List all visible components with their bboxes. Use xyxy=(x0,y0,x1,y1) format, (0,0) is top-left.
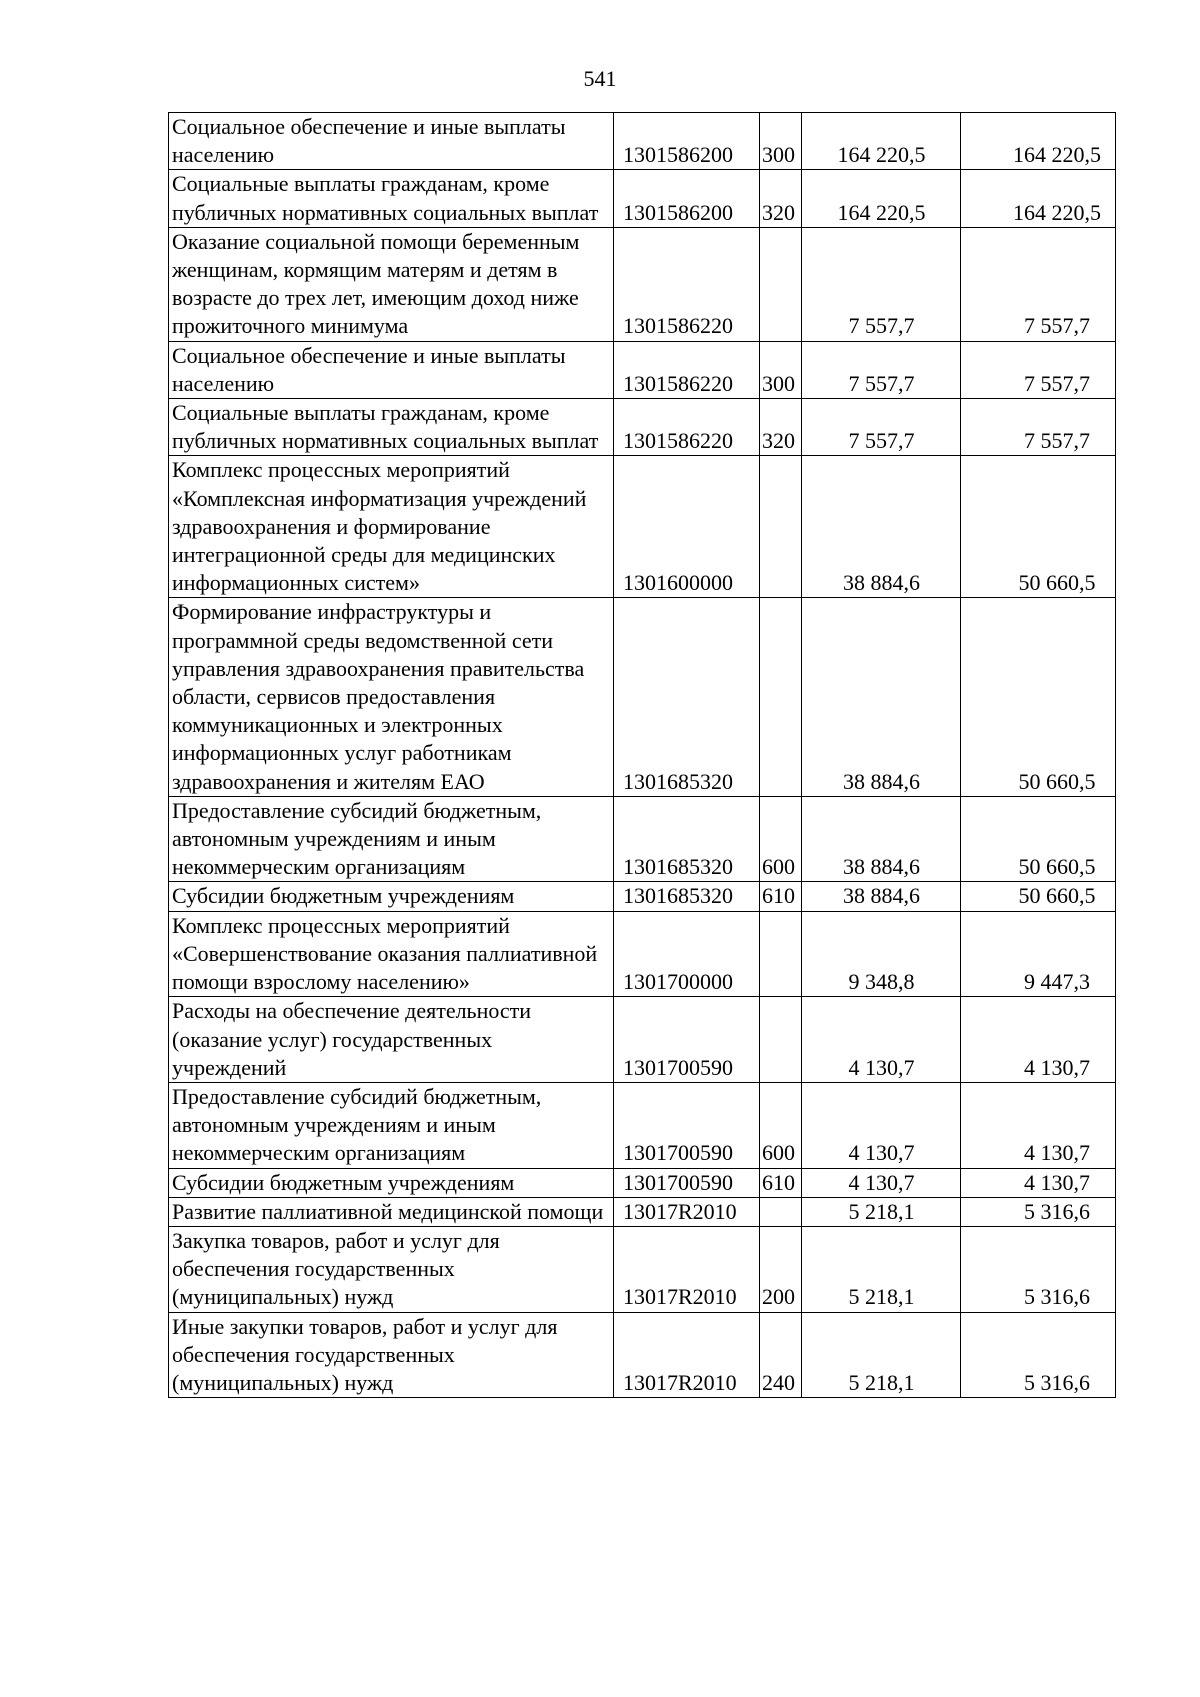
row-expense-type-cell: 240 xyxy=(760,1312,802,1398)
page-number: 541 xyxy=(583,66,617,91)
row-target-code-cell: 1301600000 xyxy=(614,456,760,598)
row-amount-year2-cell: 50 660,5 xyxy=(961,882,1116,911)
row-amount-year1-cell: 5 218,1 xyxy=(802,1312,961,1398)
row-expense-type-cell: 320 xyxy=(760,399,802,456)
row-amount-year2-cell: 50 660,5 xyxy=(961,598,1116,796)
table-row xyxy=(169,1168,1116,1197)
row-name-cell: Социальные выплаты гражданам, кроме публичных нормативных социальных выплат xyxy=(169,399,614,456)
table-row xyxy=(169,456,1116,598)
row-target-code-cell: 1301586220 xyxy=(614,341,760,398)
table-row xyxy=(169,796,1116,882)
row-name-cell: Предоставление субсидий бюджетным, автономным учреждениям и иным некоммерческим организациям xyxy=(169,796,614,882)
row-expense-type-cell: 300 xyxy=(760,113,802,170)
row-amount-year2-cell: 164 220,5 xyxy=(961,170,1116,227)
row-amount-year1-cell: 38 884,6 xyxy=(802,882,961,911)
row-expense-type-cell xyxy=(760,911,802,997)
row-target-code-cell: 13017R2010 xyxy=(614,1226,760,1312)
row-target-code-cell: 1301700590 xyxy=(614,1082,760,1168)
row-target-code-cell: 1301700000 xyxy=(614,911,760,997)
table-row xyxy=(169,399,1116,456)
row-amount-year1-cell: 4 130,7 xyxy=(802,1168,961,1197)
budget-table-body xyxy=(169,113,1116,1398)
row-name-cell: Предоставление субсидий бюджетным, автономным учреждениям и иным некоммерческим организациям xyxy=(169,1082,614,1168)
row-name-cell: Развитие паллиативной медицинской помощи xyxy=(169,1197,614,1226)
row-amount-year2-cell: 7 557,7 xyxy=(961,227,1116,341)
table-row xyxy=(169,227,1116,341)
row-amount-year1-cell: 4 130,7 xyxy=(802,1082,961,1168)
row-amount-year1-cell: 7 557,7 xyxy=(802,227,961,341)
row-target-code-cell: 1301685320 xyxy=(614,598,760,796)
row-target-code-cell: 1301685320 xyxy=(614,882,760,911)
row-amount-year2-cell: 50 660,5 xyxy=(961,796,1116,882)
row-amount-year2-cell: 164 220,5 xyxy=(961,113,1116,170)
table-row xyxy=(169,997,1116,1083)
row-amount-year1-cell: 38 884,6 xyxy=(802,598,961,796)
row-amount-year2-cell: 4 130,7 xyxy=(961,1168,1116,1197)
row-target-code-cell: 1301586220 xyxy=(614,399,760,456)
table-row xyxy=(169,1197,1116,1226)
row-target-code-cell: 13017R2010 xyxy=(614,1197,760,1226)
row-amount-year2-cell: 4 130,7 xyxy=(961,997,1116,1083)
row-name-cell: Закупка товаров, работ и услуг для обеспечения государственных (муниципальных) нужд xyxy=(169,1226,614,1312)
table-row xyxy=(169,113,1116,170)
row-expense-type-cell xyxy=(760,997,802,1083)
row-amount-year1-cell: 5 218,1 xyxy=(802,1197,961,1226)
row-amount-year1-cell: 7 557,7 xyxy=(802,341,961,398)
row-name-cell: Субсидии бюджетным учреждениям xyxy=(169,1168,614,1197)
row-name-cell: Иные закупки товаров, работ и услуг для обеспечения государственных (муниципальных) нужд xyxy=(169,1312,614,1398)
row-amount-year2-cell: 5 316,6 xyxy=(961,1312,1116,1398)
row-amount-year2-cell: 4 130,7 xyxy=(961,1082,1116,1168)
row-target-code-cell: 13017R2010 xyxy=(614,1312,760,1398)
row-expense-type-cell: 300 xyxy=(760,341,802,398)
row-name-cell: Субсидии бюджетным учреждениям xyxy=(169,882,614,911)
row-target-code-cell: 1301586200 xyxy=(614,113,760,170)
row-name-cell: Формирование инфраструктуры и программной среды ведомственной сети управления здравоохранения правительства области, сервисов предоставления коммуникационных и электронных информационных услуг работникам здравоохранения и жителям ЕАО xyxy=(169,598,614,796)
table-row xyxy=(169,1082,1116,1168)
row-amount-year2-cell: 7 557,7 xyxy=(961,341,1116,398)
row-amount-year1-cell: 164 220,5 xyxy=(802,113,961,170)
row-amount-year1-cell: 4 130,7 xyxy=(802,997,961,1083)
row-amount-year1-cell: 38 884,6 xyxy=(802,456,961,598)
row-expense-type-cell: 610 xyxy=(760,882,802,911)
row-expense-type-cell xyxy=(760,598,802,796)
row-expense-type-cell: 610 xyxy=(760,1168,802,1197)
row-amount-year1-cell: 38 884,6 xyxy=(802,796,961,882)
row-target-code-cell: 1301700590 xyxy=(614,997,760,1083)
table-row xyxy=(169,1312,1116,1398)
row-expense-type-cell xyxy=(760,456,802,598)
row-target-code-cell: 1301586200 xyxy=(614,170,760,227)
table-row xyxy=(169,1226,1116,1312)
table-row xyxy=(169,882,1116,911)
row-amount-year1-cell: 9 348,8 xyxy=(802,911,961,997)
row-expense-type-cell: 200 xyxy=(760,1226,802,1312)
row-amount-year2-cell: 9 447,3 xyxy=(961,911,1116,997)
row-name-cell: Комплекс процессных мероприятий «Комплексная информатизация учреждений здравоохранения и формирование интеграционной среды для медицинских информационных систем» xyxy=(169,456,614,598)
row-amount-year2-cell: 5 316,6 xyxy=(961,1197,1116,1226)
table-row xyxy=(169,911,1116,997)
row-amount-year2-cell: 7 557,7 xyxy=(961,399,1116,456)
row-expense-type-cell xyxy=(760,1197,802,1226)
row-expense-type-cell xyxy=(760,227,802,341)
row-amount-year2-cell: 5 316,6 xyxy=(961,1226,1116,1312)
row-name-cell: Расходы на обеспечение деятельности (оказание услуг) государственных учреждений xyxy=(169,997,614,1083)
row-name-cell: Социальные выплаты гражданам, кроме публичных нормативных социальных выплат xyxy=(169,170,614,227)
row-target-code-cell: 1301685320 xyxy=(614,796,760,882)
row-amount-year1-cell: 164 220,5 xyxy=(802,170,961,227)
row-amount-year2-cell: 50 660,5 xyxy=(961,456,1116,598)
table-row xyxy=(169,341,1116,398)
row-amount-year1-cell: 5 218,1 xyxy=(802,1226,961,1312)
budget-table xyxy=(168,112,1116,1398)
row-name-cell: Социальное обеспечение и иные выплаты населению xyxy=(169,341,614,398)
table-row xyxy=(169,170,1116,227)
row-name-cell: Оказание социальной помощи беременным женщинам, кормящим матерям и детям в возрасте до трех лет, имеющим доход ниже прожиточного минимума xyxy=(169,227,614,341)
row-target-code-cell: 1301700590 xyxy=(614,1168,760,1197)
row-target-code-cell: 1301586220 xyxy=(614,227,760,341)
row-amount-year1-cell: 7 557,7 xyxy=(802,399,961,456)
table-row xyxy=(169,598,1116,796)
row-expense-type-cell: 320 xyxy=(760,170,802,227)
row-expense-type-cell: 600 xyxy=(760,1082,802,1168)
row-expense-type-cell: 600 xyxy=(760,796,802,882)
row-name-cell: Комплекс процессных мероприятий «Совершенствование оказания паллиативной помощи взрослому населению» xyxy=(169,911,614,997)
row-name-cell: Социальное обеспечение и иные выплаты населению xyxy=(169,113,614,170)
